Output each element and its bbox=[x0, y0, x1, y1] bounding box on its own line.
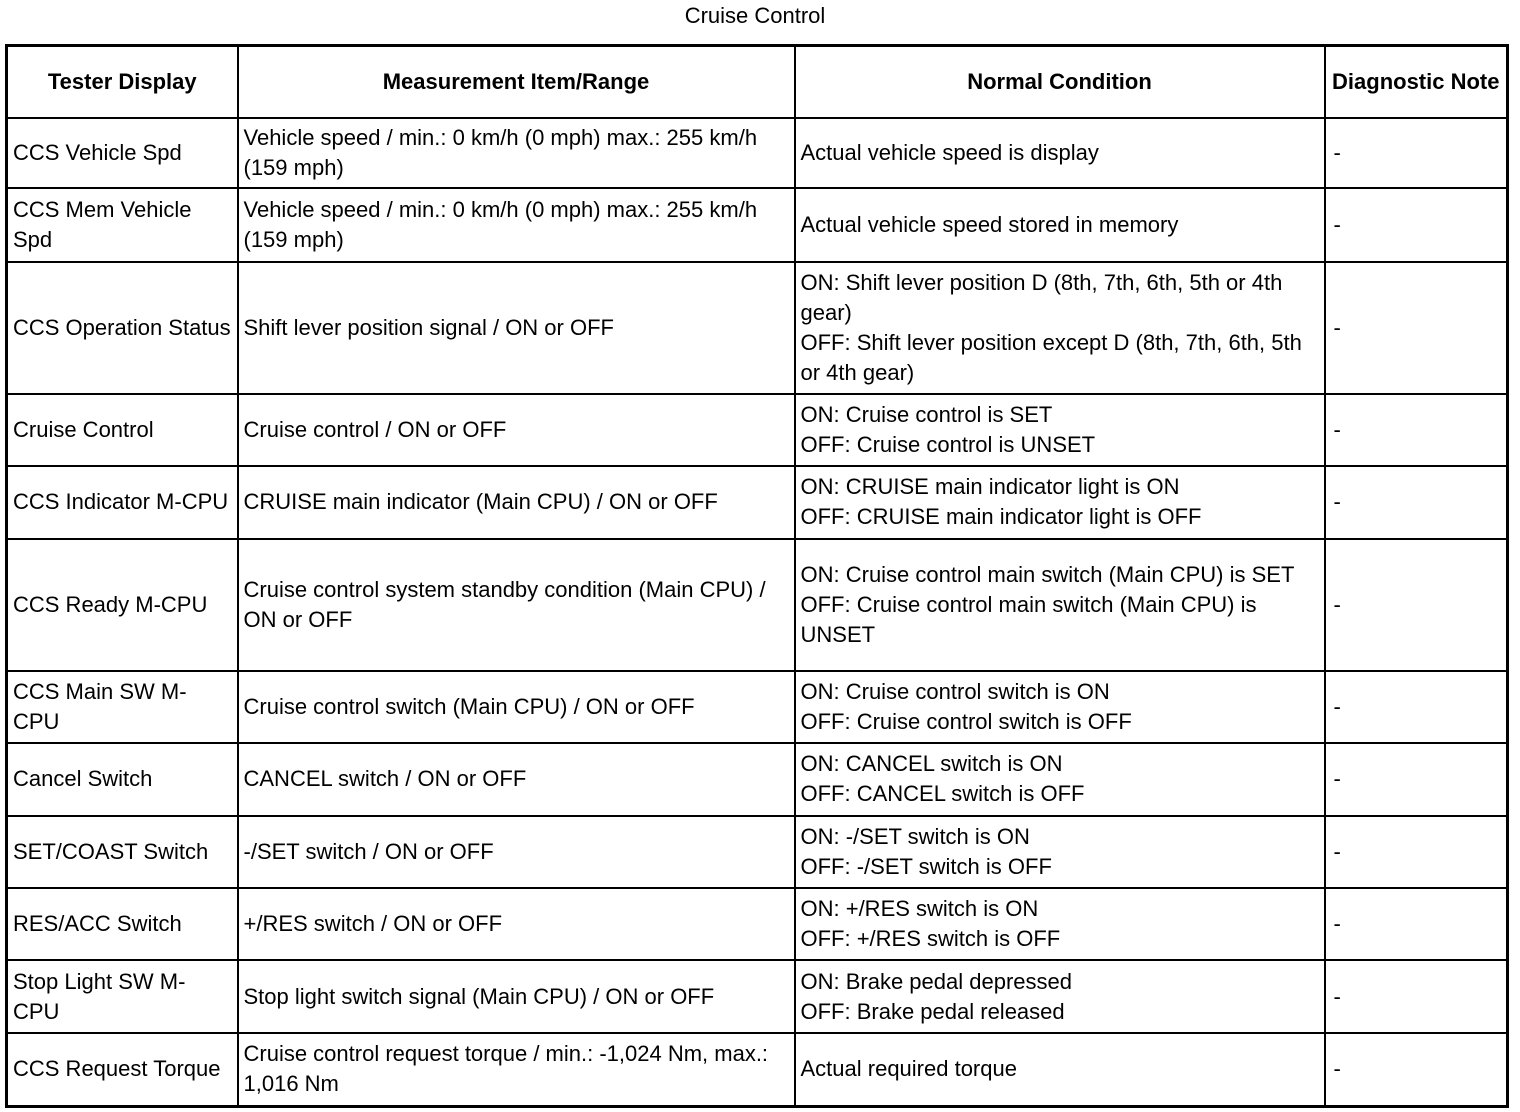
diagnostic-note-cell: - bbox=[1325, 960, 1508, 1032]
table-row bbox=[7, 262, 1508, 394]
tester-display-cell: Cancel Switch bbox=[7, 743, 238, 815]
table-row bbox=[7, 1033, 1508, 1107]
measurement-cell: Cruise control system standby condition (Main CPU) / ON or OFF bbox=[238, 539, 795, 671]
measurement-cell: Cruise control switch (Main CPU) / ON or OFF bbox=[238, 671, 795, 743]
diagnostic-note-cell: - bbox=[1325, 118, 1508, 188]
normal-condition-line: OFF: -/SET switch is OFF bbox=[800, 853, 1052, 879]
normal-condition-line: ON: CANCEL switch is ON bbox=[800, 751, 1063, 777]
normal-condition-line: ON: -/SET switch is ON bbox=[800, 823, 1030, 849]
normal-condition-line: OFF: CRUISE main indicator light is OFF bbox=[800, 504, 1202, 530]
normal-condition-cell bbox=[795, 743, 1325, 815]
normal-condition-line: OFF: Cruise control is UNSET bbox=[800, 432, 1096, 458]
table-row bbox=[7, 188, 1508, 261]
normal-condition-line: ON: +/RES switch is ON bbox=[800, 896, 1039, 922]
normal-condition-cell bbox=[795, 888, 1325, 960]
normal-condition-line: OFF: Cruise control main switch (Main CPU) is UNSET bbox=[800, 591, 1257, 647]
normal-condition-line: ON: CRUISE main indicator light is ON bbox=[800, 474, 1180, 500]
tester-display-cell: Cruise Control bbox=[7, 394, 238, 466]
measurement-cell: Stop light switch signal (Main CPU) / ON or OFF bbox=[238, 960, 795, 1032]
document-title: Cruise Control bbox=[684, 3, 826, 28]
normal-condition-line: OFF: Brake pedal released bbox=[800, 998, 1065, 1024]
tester-display-cell: CCS Indicator M-CPU bbox=[7, 466, 238, 538]
diagnostic-note-cell: - bbox=[1325, 262, 1508, 394]
measurement-cell: Vehicle speed / min.: 0 km/h (0 mph) max.: 255 km/h (159 mph) bbox=[238, 188, 795, 261]
normal-condition-line: ON: Brake pedal depressed bbox=[800, 968, 1072, 994]
diagnostic-note-cell: - bbox=[1325, 671, 1508, 743]
column-header-tester-display: Tester Display bbox=[7, 46, 238, 119]
diagnostic-note-cell: - bbox=[1325, 466, 1508, 538]
tester-display-cell: RES/ACC Switch bbox=[7, 888, 238, 960]
diagnostic-note-cell: - bbox=[1325, 743, 1508, 815]
tester-display-cell: CCS Ready M-CPU bbox=[7, 539, 238, 671]
column-header-normal-condition: Normal Condition bbox=[795, 46, 1325, 119]
normal-condition-cell bbox=[795, 816, 1325, 888]
tester-display-cell: CCS Operation Status bbox=[7, 262, 238, 394]
table-row bbox=[7, 671, 1508, 743]
normal-condition-cell bbox=[795, 466, 1325, 538]
normal-condition-cell bbox=[795, 188, 1325, 261]
normal-condition-line: OFF: +/RES switch is OFF bbox=[800, 926, 1061, 952]
table-row bbox=[7, 539, 1508, 671]
diagnostic-note-cell: - bbox=[1325, 816, 1508, 888]
normal-condition-cell bbox=[795, 960, 1325, 1032]
measurement-cell: Cruise control / ON or OFF bbox=[238, 394, 795, 466]
diagnostic-note-cell: - bbox=[1325, 888, 1508, 960]
measurement-cell: Shift lever position signal / ON or OFF bbox=[238, 262, 795, 394]
table-row bbox=[7, 816, 1508, 888]
table-row bbox=[7, 743, 1508, 815]
diagnostic-note-cell: - bbox=[1325, 188, 1508, 261]
normal-condition-line: Actual vehicle speed is display bbox=[800, 140, 1099, 166]
table-row bbox=[7, 118, 1508, 188]
table-header-row bbox=[7, 46, 1508, 119]
normal-condition-line: OFF: Cruise control switch is OFF bbox=[800, 708, 1132, 734]
diagnostic-note-cell: - bbox=[1325, 539, 1508, 671]
table-body bbox=[7, 118, 1508, 1107]
table-row bbox=[7, 960, 1508, 1032]
normal-condition-cell bbox=[795, 1033, 1325, 1107]
normal-condition-line: Actual required torque bbox=[800, 1056, 1017, 1082]
tester-display-cell: CCS Vehicle Spd bbox=[7, 118, 238, 188]
measurement-cell: CANCEL switch / ON or OFF bbox=[238, 743, 795, 815]
column-header-diagnostic-note: Diagnostic Note bbox=[1325, 46, 1508, 119]
table-row bbox=[7, 466, 1508, 538]
measurement-cell: -/SET switch / ON or OFF bbox=[238, 816, 795, 888]
tester-display-cell: CCS Request Torque bbox=[7, 1033, 238, 1107]
measurement-cell: Vehicle speed / min.: 0 km/h (0 mph) max.: 255 km/h (159 mph) bbox=[238, 118, 795, 188]
measurement-cell: Cruise control request torque / min.: -1,024 Nm, max.: 1,016 Nm bbox=[238, 1033, 795, 1107]
normal-condition-cell bbox=[795, 394, 1325, 466]
normal-condition-line: OFF: CANCEL switch is OFF bbox=[800, 781, 1085, 807]
normal-condition-line: ON: Cruise control is SET bbox=[800, 402, 1053, 428]
table-row bbox=[7, 888, 1508, 960]
normal-condition-cell bbox=[795, 262, 1325, 394]
table-row bbox=[7, 394, 1508, 466]
normal-condition-line: ON: Shift lever position D (8th, 7th, 6th, 5th or 4th gear) bbox=[800, 269, 1283, 325]
normal-condition-line: ON: Cruise control switch is ON bbox=[800, 678, 1110, 704]
measurement-cell: CRUISE main indicator (Main CPU) / ON or OFF bbox=[238, 466, 795, 538]
column-header-measurement: Measurement Item/Range bbox=[238, 46, 795, 119]
normal-condition-cell bbox=[795, 671, 1325, 743]
tester-display-cell: CCS Mem Vehicle Spd bbox=[7, 188, 238, 261]
normal-condition-line: OFF: Shift lever position except D (8th, 7th, 6th, 5th or 4th gear) bbox=[800, 329, 1302, 385]
tester-display-cell: CCS Main SW M-CPU bbox=[7, 671, 238, 743]
cruise-control-data-table bbox=[5, 44, 1509, 1108]
tester-display-cell: Stop Light SW M-CPU bbox=[7, 960, 238, 1032]
normal-condition-cell bbox=[795, 118, 1325, 188]
normal-condition-line: ON: Cruise control main switch (Main CPU) is SET bbox=[800, 561, 1295, 587]
diagnostic-note-cell: - bbox=[1325, 394, 1508, 466]
normal-condition-line: Actual vehicle speed stored in memory bbox=[800, 212, 1179, 238]
measurement-cell: +/RES switch / ON or OFF bbox=[238, 888, 795, 960]
diagnostic-note-cell: - bbox=[1325, 1033, 1508, 1107]
tester-display-cell: SET/COAST Switch bbox=[7, 816, 238, 888]
normal-condition-cell bbox=[795, 539, 1325, 671]
